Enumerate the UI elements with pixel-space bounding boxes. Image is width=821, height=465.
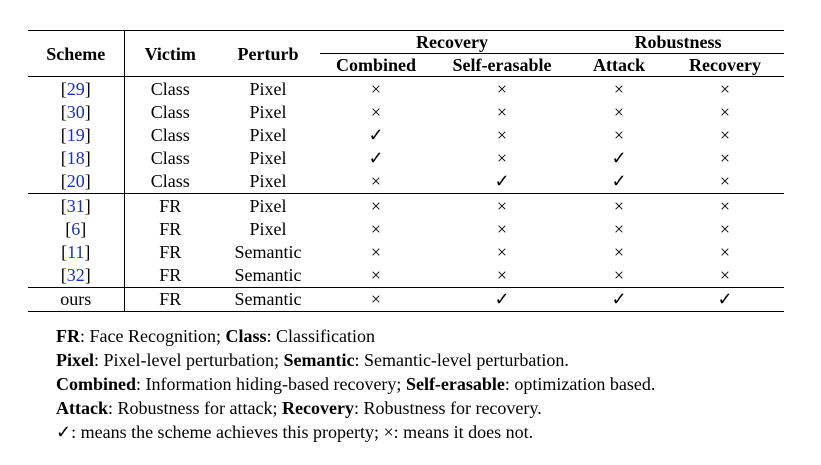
note-description: ✓: means the scheme achieves this property; ×: means it does not. xyxy=(56,421,534,442)
table-row xyxy=(28,100,784,123)
combined-cell: ✓ xyxy=(368,148,384,169)
table-row xyxy=(28,287,784,311)
table-row xyxy=(28,240,784,263)
recovery-cell: × xyxy=(666,193,784,217)
note-description: : Robustness for recovery. xyxy=(353,397,542,418)
self-erasable-cell: × xyxy=(496,124,508,145)
perturb-cell: Pixel xyxy=(249,218,287,239)
attack-cell: ✓ xyxy=(611,148,627,169)
perturb-cell: Semantic xyxy=(234,241,302,262)
header-attack: Attack xyxy=(593,55,645,75)
scheme-cell: [31] xyxy=(28,193,124,217)
note-term: Attack xyxy=(56,397,108,418)
recovery-cell: × xyxy=(719,265,731,286)
perturb-cell: Semantic xyxy=(216,287,320,311)
recovery-cell: × xyxy=(719,124,731,145)
note-line xyxy=(56,324,784,348)
victim-cell: FR xyxy=(159,265,182,286)
citation-link[interactable]: 31 xyxy=(66,195,85,216)
attack-cell: × xyxy=(613,265,625,286)
self-erasable-cell: × xyxy=(496,148,508,169)
scheme-cell: [6] xyxy=(28,217,124,240)
victim-cell: FR xyxy=(159,241,182,262)
note-term: Recovery xyxy=(281,397,354,418)
combined-cell: × xyxy=(370,265,382,286)
header-recovery-group: Recovery xyxy=(320,31,572,54)
note-description: : Robustness for attack; xyxy=(108,397,282,418)
combined-cell: ✓ xyxy=(368,124,384,145)
recovery-cell: × xyxy=(719,148,731,169)
attack-cell: × xyxy=(613,124,625,145)
victim-cell: Class xyxy=(150,124,190,145)
self-erasable-cell: × xyxy=(496,101,508,122)
scheme-cell: [30] xyxy=(28,100,124,123)
note-description: : optimization based. xyxy=(504,373,656,394)
note-description: : Classification xyxy=(266,325,375,346)
note-term: Pixel xyxy=(56,349,94,370)
note-description: : Pixel-level perturbation; xyxy=(94,349,284,370)
note-description: : Semantic-level perturbation. xyxy=(354,349,569,370)
note-term: Self-erasable xyxy=(405,373,505,394)
attack-cell: ✓ xyxy=(611,171,627,192)
table-row xyxy=(28,123,784,146)
victim-cell: Class xyxy=(150,171,190,192)
note-term: FR xyxy=(56,325,80,346)
victim-cell: FR xyxy=(124,287,216,311)
perturb-cell: Pixel xyxy=(216,193,320,217)
citation-link[interactable]: 6 xyxy=(71,218,81,239)
self-erasable-cell: × xyxy=(496,265,508,286)
attack-cell: × xyxy=(613,241,625,262)
combined-cell: × xyxy=(320,287,432,311)
combined-cell: × xyxy=(320,77,432,101)
note-term: Semantic xyxy=(283,349,355,370)
scheme-label: ours xyxy=(60,289,92,310)
self-erasable-cell: ✓ xyxy=(432,287,572,311)
citation-link[interactable]: 11 xyxy=(67,241,85,262)
header-combined: Combined xyxy=(335,55,416,75)
perturb-cell: Pixel xyxy=(249,171,287,192)
note-description: : Information hiding-based recovery; xyxy=(136,373,406,394)
table-row xyxy=(28,77,784,101)
perturb-cell: Pixel xyxy=(249,124,287,145)
citation-link[interactable]: 20 xyxy=(66,171,85,192)
recovery-cell: ✓ xyxy=(666,287,784,311)
citation-link[interactable]: 32 xyxy=(66,265,85,286)
combined-cell: × xyxy=(370,101,382,122)
attack-cell: ✓ xyxy=(572,287,666,311)
header-perturb: Perturb xyxy=(216,31,320,77)
self-erasable-cell: × xyxy=(432,193,572,217)
combined-cell: × xyxy=(370,218,382,239)
scheme-cell xyxy=(28,287,124,311)
table-row xyxy=(28,147,784,170)
perturb-cell: Pixel xyxy=(249,101,287,122)
self-erasable-cell: × xyxy=(496,218,508,239)
scheme-cell: [18] xyxy=(28,147,124,170)
note-term: Combined xyxy=(56,373,137,394)
note-line xyxy=(56,396,784,420)
recovery-cell: × xyxy=(719,218,731,239)
victim-cell: Class xyxy=(150,101,190,122)
citation-link[interactable]: 18 xyxy=(66,148,85,169)
scheme-cell: [32] xyxy=(28,264,124,288)
scheme-cell: [11] xyxy=(28,240,124,263)
combined-cell: × xyxy=(370,241,382,262)
attack-cell: × xyxy=(613,218,625,239)
attack-cell: × xyxy=(572,77,666,101)
attack-cell: × xyxy=(572,193,666,217)
recovery-cell: × xyxy=(719,241,731,262)
note-line xyxy=(56,420,784,444)
citation-link[interactable]: 30 xyxy=(66,101,85,122)
comparison-table xyxy=(28,30,784,312)
recovery-cell: × xyxy=(666,77,784,101)
table-row xyxy=(28,264,784,288)
attack-cell: × xyxy=(613,101,625,122)
victim-cell: Class xyxy=(124,77,216,101)
combined-cell: × xyxy=(320,193,432,217)
header-victim: Victim xyxy=(124,31,216,77)
perturb-cell: Pixel xyxy=(216,77,320,101)
note-line xyxy=(56,372,784,396)
header-robustness-group: Robustness xyxy=(572,31,784,54)
scheme-cell: [20] xyxy=(28,170,124,194)
recovery-cell: × xyxy=(719,101,731,122)
comparison-table-container xyxy=(28,30,784,444)
note-description: : Face Recognition; xyxy=(80,325,226,346)
header-self-erasable: Self-erasable xyxy=(452,55,552,75)
table-row xyxy=(28,193,784,217)
header-scheme: Scheme xyxy=(28,31,124,77)
combined-cell: × xyxy=(370,171,382,192)
table-row xyxy=(28,170,784,194)
victim-cell: FR xyxy=(124,193,216,217)
self-erasable-cell: × xyxy=(496,241,508,262)
citation-link[interactable]: 19 xyxy=(66,124,85,145)
table-row xyxy=(28,217,784,240)
note-term: Class xyxy=(225,325,267,346)
self-erasable-cell: ✓ xyxy=(494,171,510,192)
scheme-cell: [29] xyxy=(28,77,124,101)
scheme-cell: [19] xyxy=(28,123,124,146)
table-notes xyxy=(56,324,784,444)
note-line xyxy=(56,348,784,372)
table-body xyxy=(28,77,784,312)
victim-cell: FR xyxy=(159,218,182,239)
header-recovery: Recovery xyxy=(689,55,761,75)
perturb-cell: Pixel xyxy=(249,148,287,169)
citation-link[interactable]: 29 xyxy=(66,78,85,99)
self-erasable-cell: × xyxy=(432,77,572,101)
recovery-cell: × xyxy=(719,171,731,192)
perturb-cell: Semantic xyxy=(234,265,302,286)
victim-cell: Class xyxy=(150,148,190,169)
